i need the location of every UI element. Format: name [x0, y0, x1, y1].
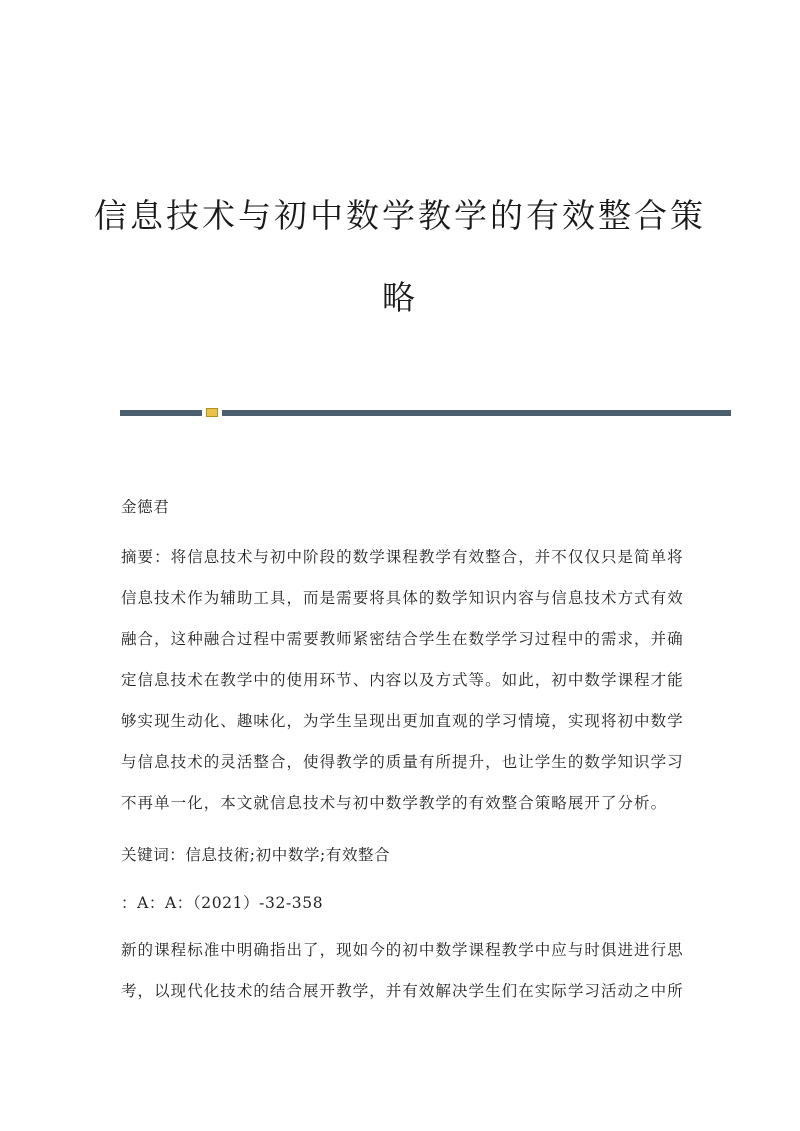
classification-line: ：A：A：（2021）-32-358	[121, 894, 324, 912]
abstract-line-5: 够实现生动化、趣味化，为学生呈现出更加直观的学习情境，实现将初中数学	[121, 712, 684, 730]
abstract-line-3: 融合，这种融合过程中需要教师紧密结合学生在数学学习过程中的需求，并确	[121, 630, 684, 648]
keywords: 关键词：信息技術;初中数学;有效整合	[121, 846, 391, 864]
divider-bar-left	[120, 410, 202, 416]
divider-bar-right	[222, 410, 731, 416]
abstract-line-4: 定信息技术在教学中的使用环节、内容以及方式等。如此，初中数学课程才能	[121, 671, 684, 689]
abstract-line-7: 不再单一化，本文就信息技术与初中数学教学的有效整合策略展开了分析。	[121, 794, 668, 812]
author-name: 金德君	[121, 498, 170, 516]
body-line-2: 考，以现代化技术的结合展开教学，并有效解决学生们在实际学习活动之中所	[121, 982, 684, 1000]
paper-title-line-1: 信息技术与初中数学教学的有效整合策	[94, 196, 706, 235]
abstract-line-1: 摘要：将信息技术与初中阶段的数学课程教学有效整合，并不仅仅只是简单将	[121, 548, 684, 566]
paper-title-line-2: 略	[382, 278, 418, 317]
abstract-line-2: 信息技术作为辅助工具，而是需要将具体的数学知识内容与信息技术方式有效	[121, 589, 684, 607]
abstract-line-6: 与信息技术的灵活整合，使得教学的质量有所提升，也让学生的数学知识学习	[121, 753, 684, 771]
body-line-1: 新的课程标准中明确指出了，现如今的初中数学课程教学中应与时俱进进行思	[121, 941, 684, 959]
title-divider	[120, 408, 731, 416]
divider-ornament-icon	[206, 408, 218, 417]
